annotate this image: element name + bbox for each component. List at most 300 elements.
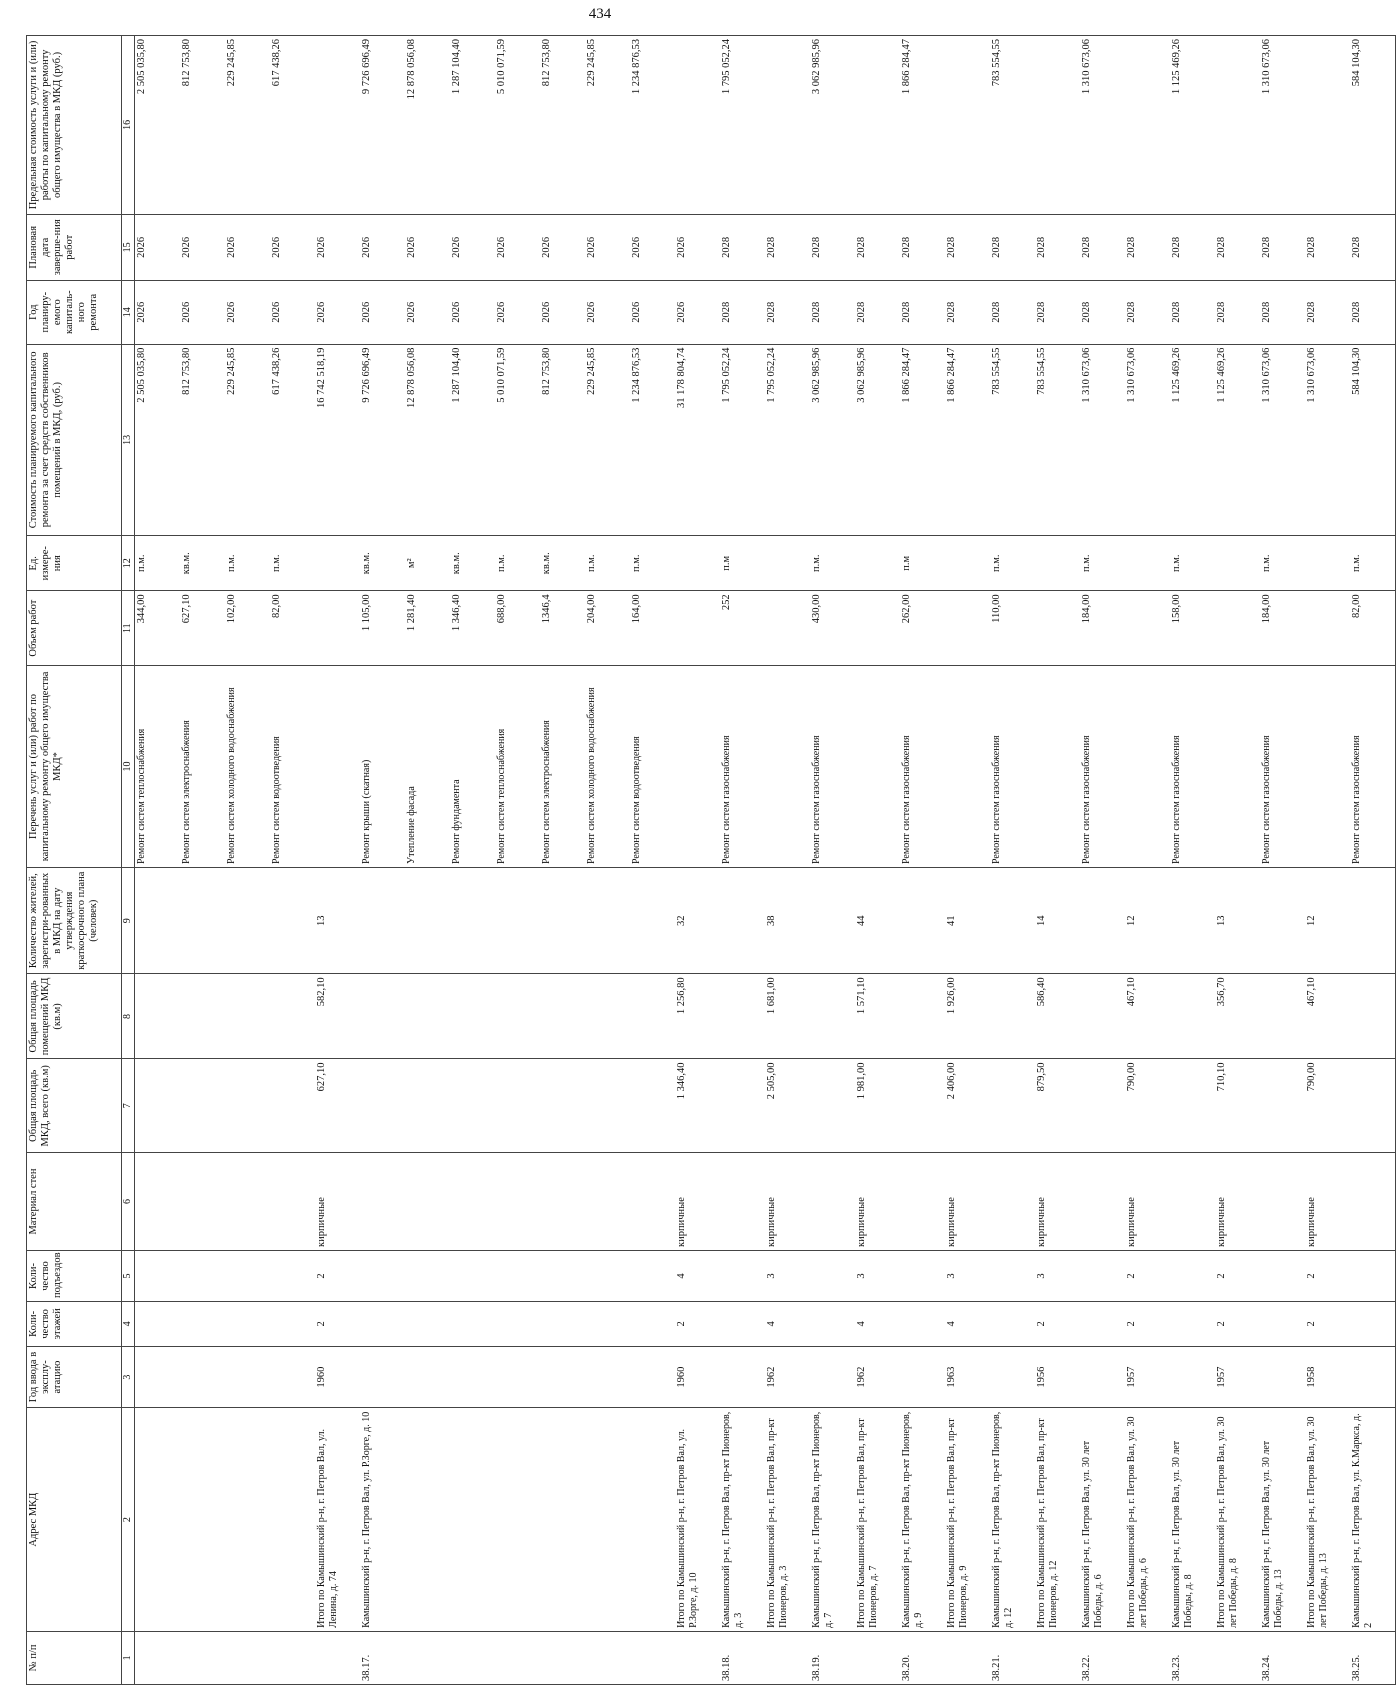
- floors-cell: [1260, 1302, 1305, 1347]
- unit-cell: кв.м.: [180, 536, 225, 591]
- unit-cell: [1125, 536, 1170, 591]
- repair-year-cell: 2028: [1350, 280, 1396, 344]
- unit-cell: п.м.: [225, 536, 270, 591]
- cost-cell: 12 878 056,08: [405, 344, 450, 535]
- unit-cell: п.м.: [270, 536, 315, 591]
- floors-cell: [360, 1302, 405, 1347]
- volume-cell: 82,00: [1350, 591, 1396, 665]
- col-number: 13: [122, 344, 135, 535]
- address-cell: Камышинский р-н, г. Петров Вал, пр-кт Пионеров, д. 9: [900, 1408, 945, 1631]
- col-header-4: Коли-чество этажей: [27, 1302, 122, 1347]
- table-row: [540, 36, 585, 1685]
- row-number: [225, 1631, 270, 1684]
- work-type-cell: [1305, 665, 1350, 867]
- col-header-9: Количество жителей, зарегистри-рованных в МКД на дату утверждения краткосрочного плана (человек): [27, 868, 122, 974]
- wall-material-cell: [360, 1153, 405, 1251]
- work-type-cell: [1035, 665, 1080, 867]
- repair-year-cell: 2026: [405, 280, 450, 344]
- col-number: 5: [122, 1250, 135, 1301]
- completion-date-cell: 2028: [855, 214, 900, 280]
- address-cell: Камышинский р-н, г. Петров Вал, пр-кт Пионеров, д. 3: [720, 1408, 765, 1631]
- wall-material-cell: [405, 1153, 450, 1251]
- residents-cell: 12: [1305, 868, 1350, 974]
- cost-cell: 1 795 052,24: [720, 344, 765, 535]
- premises-area-cell: [180, 974, 225, 1059]
- year-built-cell: [1350, 1346, 1396, 1408]
- col-number: 11: [122, 591, 135, 665]
- table-rotator: [26, 35, 1374, 1685]
- total-area-cell: [270, 1059, 315, 1153]
- col-number: 6: [122, 1153, 135, 1251]
- table-row: [585, 36, 630, 1685]
- repair-year-cell: 2026: [225, 280, 270, 344]
- entrances-cell: [225, 1250, 270, 1301]
- work-type-cell: Утепление фасада: [405, 665, 450, 867]
- year-built-cell: 1957: [1215, 1346, 1260, 1408]
- entrances-cell: 3: [945, 1250, 990, 1301]
- floors-cell: [135, 1302, 181, 1347]
- wall-material-cell: [810, 1153, 855, 1251]
- wall-material-cell: [1350, 1153, 1396, 1251]
- max-cost-cell: 1 866 284,47: [900, 36, 945, 215]
- row-number: [855, 1631, 900, 1684]
- residents-cell: [270, 868, 315, 974]
- residents-cell: [990, 868, 1035, 974]
- unit-cell: п.м.: [1260, 536, 1305, 591]
- address-cell: [585, 1408, 630, 1631]
- floors-cell: [585, 1302, 630, 1347]
- residents-cell: [495, 868, 540, 974]
- volume-cell: 262,00: [900, 591, 945, 665]
- completion-date-cell: 2028: [1350, 214, 1396, 280]
- entrances-cell: [810, 1250, 855, 1301]
- address-cell: [495, 1408, 540, 1631]
- total-area-cell: [630, 1059, 675, 1153]
- col-number: 1: [122, 1631, 135, 1684]
- residents-cell: [585, 868, 630, 974]
- completion-date-cell: 2028: [1170, 214, 1215, 280]
- address-cell: Камышинский р-н, г. Петров Вал, пр-кт Пионеров, д. 7: [810, 1408, 855, 1631]
- total-area-cell: [720, 1059, 765, 1153]
- wall-material-cell: [630, 1153, 675, 1251]
- premises-area-cell: 467,10: [1305, 974, 1350, 1059]
- repair-year-cell: 2028: [1080, 280, 1125, 344]
- volume-cell: [1035, 591, 1080, 665]
- floors-cell: [540, 1302, 585, 1347]
- year-built-cell: [720, 1346, 765, 1408]
- unit-cell: [1035, 536, 1080, 591]
- col-number: 4: [122, 1302, 135, 1347]
- completion-date-cell: 2026: [360, 214, 405, 280]
- table-row: [945, 36, 990, 1685]
- entrances-cell: [495, 1250, 540, 1301]
- unit-cell: [1215, 536, 1260, 591]
- volume-cell: [855, 591, 900, 665]
- address-cell: Камышинский р-н, г. Петров Вал, ул. 30 лет Победы, д. 8: [1170, 1408, 1215, 1631]
- max-cost-cell: 1 310 673,06: [1080, 36, 1125, 215]
- row-number: [1035, 1631, 1080, 1684]
- premises-area-cell: 467,10: [1125, 974, 1170, 1059]
- wall-material-cell: [900, 1153, 945, 1251]
- entrances-cell: [630, 1250, 675, 1301]
- table-row: [1125, 36, 1170, 1685]
- volume-cell: 158,00: [1170, 591, 1215, 665]
- entrances-cell: [990, 1250, 1035, 1301]
- wall-material-cell: кирпичные: [675, 1153, 720, 1251]
- unit-cell: п.м.: [1080, 536, 1125, 591]
- address-cell: [270, 1408, 315, 1631]
- premises-area-cell: [495, 974, 540, 1059]
- wall-material-cell: кирпичные: [1305, 1153, 1350, 1251]
- floors-cell: [405, 1302, 450, 1347]
- row-number: [675, 1631, 720, 1684]
- premises-area-cell: [630, 974, 675, 1059]
- unit-cell: [1305, 536, 1350, 591]
- table-row: [450, 36, 495, 1685]
- wall-material-cell: [270, 1153, 315, 1251]
- cost-cell: 1 310 673,06: [1260, 344, 1305, 535]
- cost-cell: 1 125 469,26: [1215, 344, 1260, 535]
- table-row: [1350, 36, 1396, 1685]
- premises-area-cell: [720, 974, 765, 1059]
- table-row: [1215, 36, 1260, 1685]
- residents-cell: 13: [315, 868, 360, 974]
- unit-cell: кв.м.: [450, 536, 495, 591]
- unit-cell: [765, 536, 810, 591]
- floors-cell: [630, 1302, 675, 1347]
- floors-cell: [1080, 1302, 1125, 1347]
- volume-cell: 688,00: [495, 591, 540, 665]
- floors-cell: [225, 1302, 270, 1347]
- repair-year-cell: 2028: [945, 280, 990, 344]
- cost-cell: 16 742 518,19: [315, 344, 360, 535]
- volume-cell: 164,00: [630, 591, 675, 665]
- entrances-cell: [585, 1250, 630, 1301]
- cost-cell: 1 125 469,26: [1170, 344, 1215, 535]
- entrances-cell: 3: [855, 1250, 900, 1301]
- residents-cell: [450, 868, 495, 974]
- work-type-cell: Ремонт систем электроснабжения: [180, 665, 225, 867]
- wall-material-cell: [225, 1153, 270, 1251]
- row-number: [1305, 1631, 1350, 1684]
- volume-cell: 344,00: [135, 591, 181, 665]
- premises-area-cell: [1350, 974, 1396, 1059]
- address-cell: Камышинский р-н, г. Петров Вал, ул. 30 лет Победы, д. 6: [1080, 1408, 1125, 1631]
- address-cell: [180, 1408, 225, 1631]
- repair-year-cell: 2026: [450, 280, 495, 344]
- max-cost-cell: [855, 36, 900, 215]
- max-cost-cell: 812 753,80: [180, 36, 225, 215]
- year-built-cell: 1958: [1305, 1346, 1350, 1408]
- max-cost-cell: 783 554,55: [990, 36, 1035, 215]
- residents-cell: 13: [1215, 868, 1260, 974]
- total-area-cell: [495, 1059, 540, 1153]
- wall-material-cell: [1080, 1153, 1125, 1251]
- year-built-cell: [585, 1346, 630, 1408]
- year-built-cell: [405, 1346, 450, 1408]
- col-number: 10: [122, 665, 135, 867]
- repair-year-cell: 2028: [990, 280, 1035, 344]
- year-built-cell: [495, 1346, 540, 1408]
- total-area-cell: [1350, 1059, 1396, 1153]
- unit-cell: п.м.: [810, 536, 855, 591]
- table-row: [180, 36, 225, 1685]
- year-built-cell: [450, 1346, 495, 1408]
- table-row: [495, 36, 540, 1685]
- capital-repair-table: [26, 35, 1396, 1685]
- row-number: 38.23.: [1170, 1631, 1215, 1684]
- work-type-cell: Ремонт систем газоснабжения: [810, 665, 855, 867]
- col-header-15: Плановая дата заверше-ния работ: [27, 214, 122, 280]
- address-cell: Итого по Камышинский р-н, г. Петров Вал, ул. Р.Зорге, д. 10: [675, 1408, 720, 1631]
- row-number: 38.20.: [900, 1631, 945, 1684]
- repair-year-cell: 2028: [810, 280, 855, 344]
- residents-cell: [135, 868, 181, 974]
- repair-year-cell: 2026: [630, 280, 675, 344]
- entrances-cell: 2: [315, 1250, 360, 1301]
- max-cost-cell: [315, 36, 360, 215]
- completion-date-cell: 2028: [1260, 214, 1305, 280]
- unit-cell: п.м.: [1170, 536, 1215, 591]
- total-area-cell: 1 981,00: [855, 1059, 900, 1153]
- max-cost-cell: [1035, 36, 1080, 215]
- floors-cell: 2: [315, 1302, 360, 1347]
- unit-cell: п.м.: [630, 536, 675, 591]
- table-body: [135, 36, 1396, 1685]
- repair-year-cell: 2026: [270, 280, 315, 344]
- col-number: 2: [122, 1408, 135, 1631]
- table-row: [270, 36, 315, 1685]
- year-built-cell: [540, 1346, 585, 1408]
- work-type-cell: [945, 665, 990, 867]
- year-built-cell: [270, 1346, 315, 1408]
- col-number: 14: [122, 280, 135, 344]
- repair-year-cell: 2026: [540, 280, 585, 344]
- col-header-10: Перечень услуг и (или) работ по капитальному ремонту общего имущества МКД*: [27, 665, 122, 867]
- volume-cell: [675, 591, 720, 665]
- address-cell: [540, 1408, 585, 1631]
- floors-cell: 2: [1215, 1302, 1260, 1347]
- total-area-cell: 710,10: [1215, 1059, 1260, 1153]
- cost-cell: 783 554,55: [1035, 344, 1080, 535]
- year-built-cell: 1962: [855, 1346, 900, 1408]
- entrances-cell: [900, 1250, 945, 1301]
- wall-material-cell: [990, 1153, 1035, 1251]
- row-number: 38.24.: [1260, 1631, 1305, 1684]
- wall-material-cell: [540, 1153, 585, 1251]
- residents-cell: [900, 868, 945, 974]
- col-header-8: Общая площадь помещений МКД (кв.м): [27, 974, 122, 1059]
- completion-date-cell: 2026: [225, 214, 270, 280]
- total-area-cell: [900, 1059, 945, 1153]
- floors-cell: [900, 1302, 945, 1347]
- address-cell: [450, 1408, 495, 1631]
- col-header-16: Предельная стоимость услуги и (или) работы по капитальному ремонту общего имущества в МКД (руб.): [27, 36, 122, 215]
- repair-year-cell: 2026: [135, 280, 181, 344]
- table-row: [360, 36, 405, 1685]
- page-number: 434: [588, 6, 612, 22]
- table-row: [1035, 36, 1080, 1685]
- row-number: [495, 1631, 540, 1684]
- table-row: [1260, 36, 1305, 1685]
- cost-cell: 229 245,85: [585, 344, 630, 535]
- table-row: [315, 36, 360, 1685]
- premises-area-cell: [540, 974, 585, 1059]
- col-number: 15: [122, 214, 135, 280]
- max-cost-cell: 1 234 876,53: [630, 36, 675, 215]
- max-cost-cell: 1 310 673,06: [1260, 36, 1305, 215]
- total-area-cell: [990, 1059, 1035, 1153]
- premises-area-cell: [1260, 974, 1305, 1059]
- floors-cell: [270, 1302, 315, 1347]
- residents-cell: 44: [855, 868, 900, 974]
- repair-year-cell: 2026: [675, 280, 720, 344]
- work-type-cell: Ремонт систем газоснабжения: [1080, 665, 1125, 867]
- row-number: 38.18.: [720, 1631, 765, 1684]
- premises-area-cell: [990, 974, 1035, 1059]
- total-area-cell: 2 505,00: [765, 1059, 810, 1153]
- entrances-cell: [1080, 1250, 1125, 1301]
- floors-cell: [810, 1302, 855, 1347]
- col-header-5: Коли-чество подъездов: [27, 1250, 122, 1301]
- premises-area-cell: [450, 974, 495, 1059]
- col-header-7: Общая площадь МКД, всего (кв.м): [27, 1059, 122, 1153]
- max-cost-cell: [675, 36, 720, 215]
- year-built-cell: [810, 1346, 855, 1408]
- table-row: [1080, 36, 1125, 1685]
- year-built-cell: 1957: [1125, 1346, 1170, 1408]
- repair-year-cell: 2028: [1305, 280, 1350, 344]
- volume-cell: 1 346,40: [450, 591, 495, 665]
- premises-area-cell: [225, 974, 270, 1059]
- work-type-cell: Ремонт систем газоснабжения: [1350, 665, 1396, 867]
- col-header-3: Год ввода в эксплу-атацию: [27, 1346, 122, 1408]
- year-built-cell: [225, 1346, 270, 1408]
- volume-cell: 110,00: [990, 591, 1035, 665]
- floors-cell: [180, 1302, 225, 1347]
- work-type-cell: Ремонт систем теплоснабжения: [135, 665, 181, 867]
- col-header-11: Объем работ: [27, 591, 122, 665]
- row-number: 38.21.: [990, 1631, 1035, 1684]
- residents-cell: 14: [1035, 868, 1080, 974]
- col-number: 8: [122, 974, 135, 1059]
- premises-area-cell: 1 926,00: [945, 974, 990, 1059]
- completion-date-cell: 2026: [450, 214, 495, 280]
- repair-year-cell: 2028: [855, 280, 900, 344]
- work-type-cell: Ремонт систем газоснабжения: [1170, 665, 1215, 867]
- total-area-cell: [405, 1059, 450, 1153]
- unit-cell: кв.м.: [540, 536, 585, 591]
- total-area-cell: 2 406,00: [945, 1059, 990, 1153]
- residents-cell: [1350, 868, 1396, 974]
- unit-cell: п.м.: [495, 536, 540, 591]
- completion-date-cell: 2026: [630, 214, 675, 280]
- max-cost-cell: [945, 36, 990, 215]
- unit-cell: п.м.: [585, 536, 630, 591]
- unit-cell: п.м: [720, 536, 765, 591]
- repair-year-cell: 2028: [1035, 280, 1080, 344]
- address-cell: Итого по Камышинский р-н, г. Петров Вал, ул. 30 лет Победы, д. 8: [1215, 1408, 1260, 1631]
- table-row: [990, 36, 1035, 1685]
- residents-cell: 41: [945, 868, 990, 974]
- col-header-12: Ед. измере-ния: [27, 536, 122, 591]
- cost-cell: 1 310 673,06: [1080, 344, 1125, 535]
- max-cost-cell: 12 878 056,08: [405, 36, 450, 215]
- row-number: [630, 1631, 675, 1684]
- completion-date-cell: 2028: [990, 214, 1035, 280]
- floors-cell: 2: [1035, 1302, 1080, 1347]
- row-number: 38.22.: [1080, 1631, 1125, 1684]
- volume-cell: 204,00: [585, 591, 630, 665]
- completion-date-cell: 2028: [720, 214, 765, 280]
- year-built-cell: [1260, 1346, 1305, 1408]
- completion-date-cell: 2026: [270, 214, 315, 280]
- table-row: [1170, 36, 1215, 1685]
- volume-cell: [945, 591, 990, 665]
- col-header-2: Адрес МКД: [27, 1408, 122, 1631]
- volume-cell: [1305, 591, 1350, 665]
- total-area-cell: [540, 1059, 585, 1153]
- volume-cell: 430,00: [810, 591, 855, 665]
- col-header-6: Материал стен: [27, 1153, 122, 1251]
- volume-cell: [765, 591, 810, 665]
- total-area-cell: [1170, 1059, 1215, 1153]
- entrances-cell: 2: [1215, 1250, 1260, 1301]
- wall-material-cell: кирпичные: [945, 1153, 990, 1251]
- repair-year-cell: 2026: [180, 280, 225, 344]
- residents-cell: [180, 868, 225, 974]
- wall-material-cell: [135, 1153, 181, 1251]
- entrances-cell: [1350, 1250, 1396, 1301]
- volume-cell: 1346,4: [540, 591, 585, 665]
- entrances-cell: [135, 1250, 181, 1301]
- max-cost-cell: [1215, 36, 1260, 215]
- table-row: [720, 36, 765, 1685]
- completion-date-cell: 2028: [765, 214, 810, 280]
- repair-year-cell: 2026: [360, 280, 405, 344]
- cost-cell: 9 726 696,49: [360, 344, 405, 535]
- max-cost-cell: 1 125 469,26: [1170, 36, 1215, 215]
- unit-cell: кв.м.: [360, 536, 405, 591]
- work-type-cell: Ремонт систем водоотведения: [270, 665, 315, 867]
- total-area-cell: [1260, 1059, 1305, 1153]
- completion-date-cell: 2028: [1035, 214, 1080, 280]
- volume-cell: 1 105,00: [360, 591, 405, 665]
- residents-cell: [1170, 868, 1215, 974]
- work-type-cell: [1215, 665, 1260, 867]
- address-cell: Камышинский р-н, г. Петров Вал, ул. 30 лет Победы, д. 13: [1260, 1408, 1305, 1631]
- unit-cell: п.м.: [135, 536, 181, 591]
- volume-cell: 184,00: [1080, 591, 1125, 665]
- cost-cell: 617 438,26: [270, 344, 315, 535]
- year-built-cell: 1962: [765, 1346, 810, 1408]
- residents-cell: [720, 868, 765, 974]
- completion-date-cell: 2028: [1125, 214, 1170, 280]
- residents-cell: [1260, 868, 1305, 974]
- work-type-cell: Ремонт систем холодного водоснабжения: [585, 665, 630, 867]
- max-cost-cell: 2 505 035,80: [135, 36, 181, 215]
- col-header-13: Стоимость планируемого капитального ремонта за счет средств собственников помещений в МКД, (руб.): [27, 344, 122, 535]
- row-number: [450, 1631, 495, 1684]
- cost-cell: 31 178 804,74: [675, 344, 720, 535]
- residents-cell: 12: [1125, 868, 1170, 974]
- volume-cell: 184,00: [1260, 591, 1305, 665]
- premises-area-cell: 356,70: [1215, 974, 1260, 1059]
- cost-cell: 812 753,80: [180, 344, 225, 535]
- volume-cell: 627,10: [180, 591, 225, 665]
- premises-area-cell: [810, 974, 855, 1059]
- residents-cell: [1080, 868, 1125, 974]
